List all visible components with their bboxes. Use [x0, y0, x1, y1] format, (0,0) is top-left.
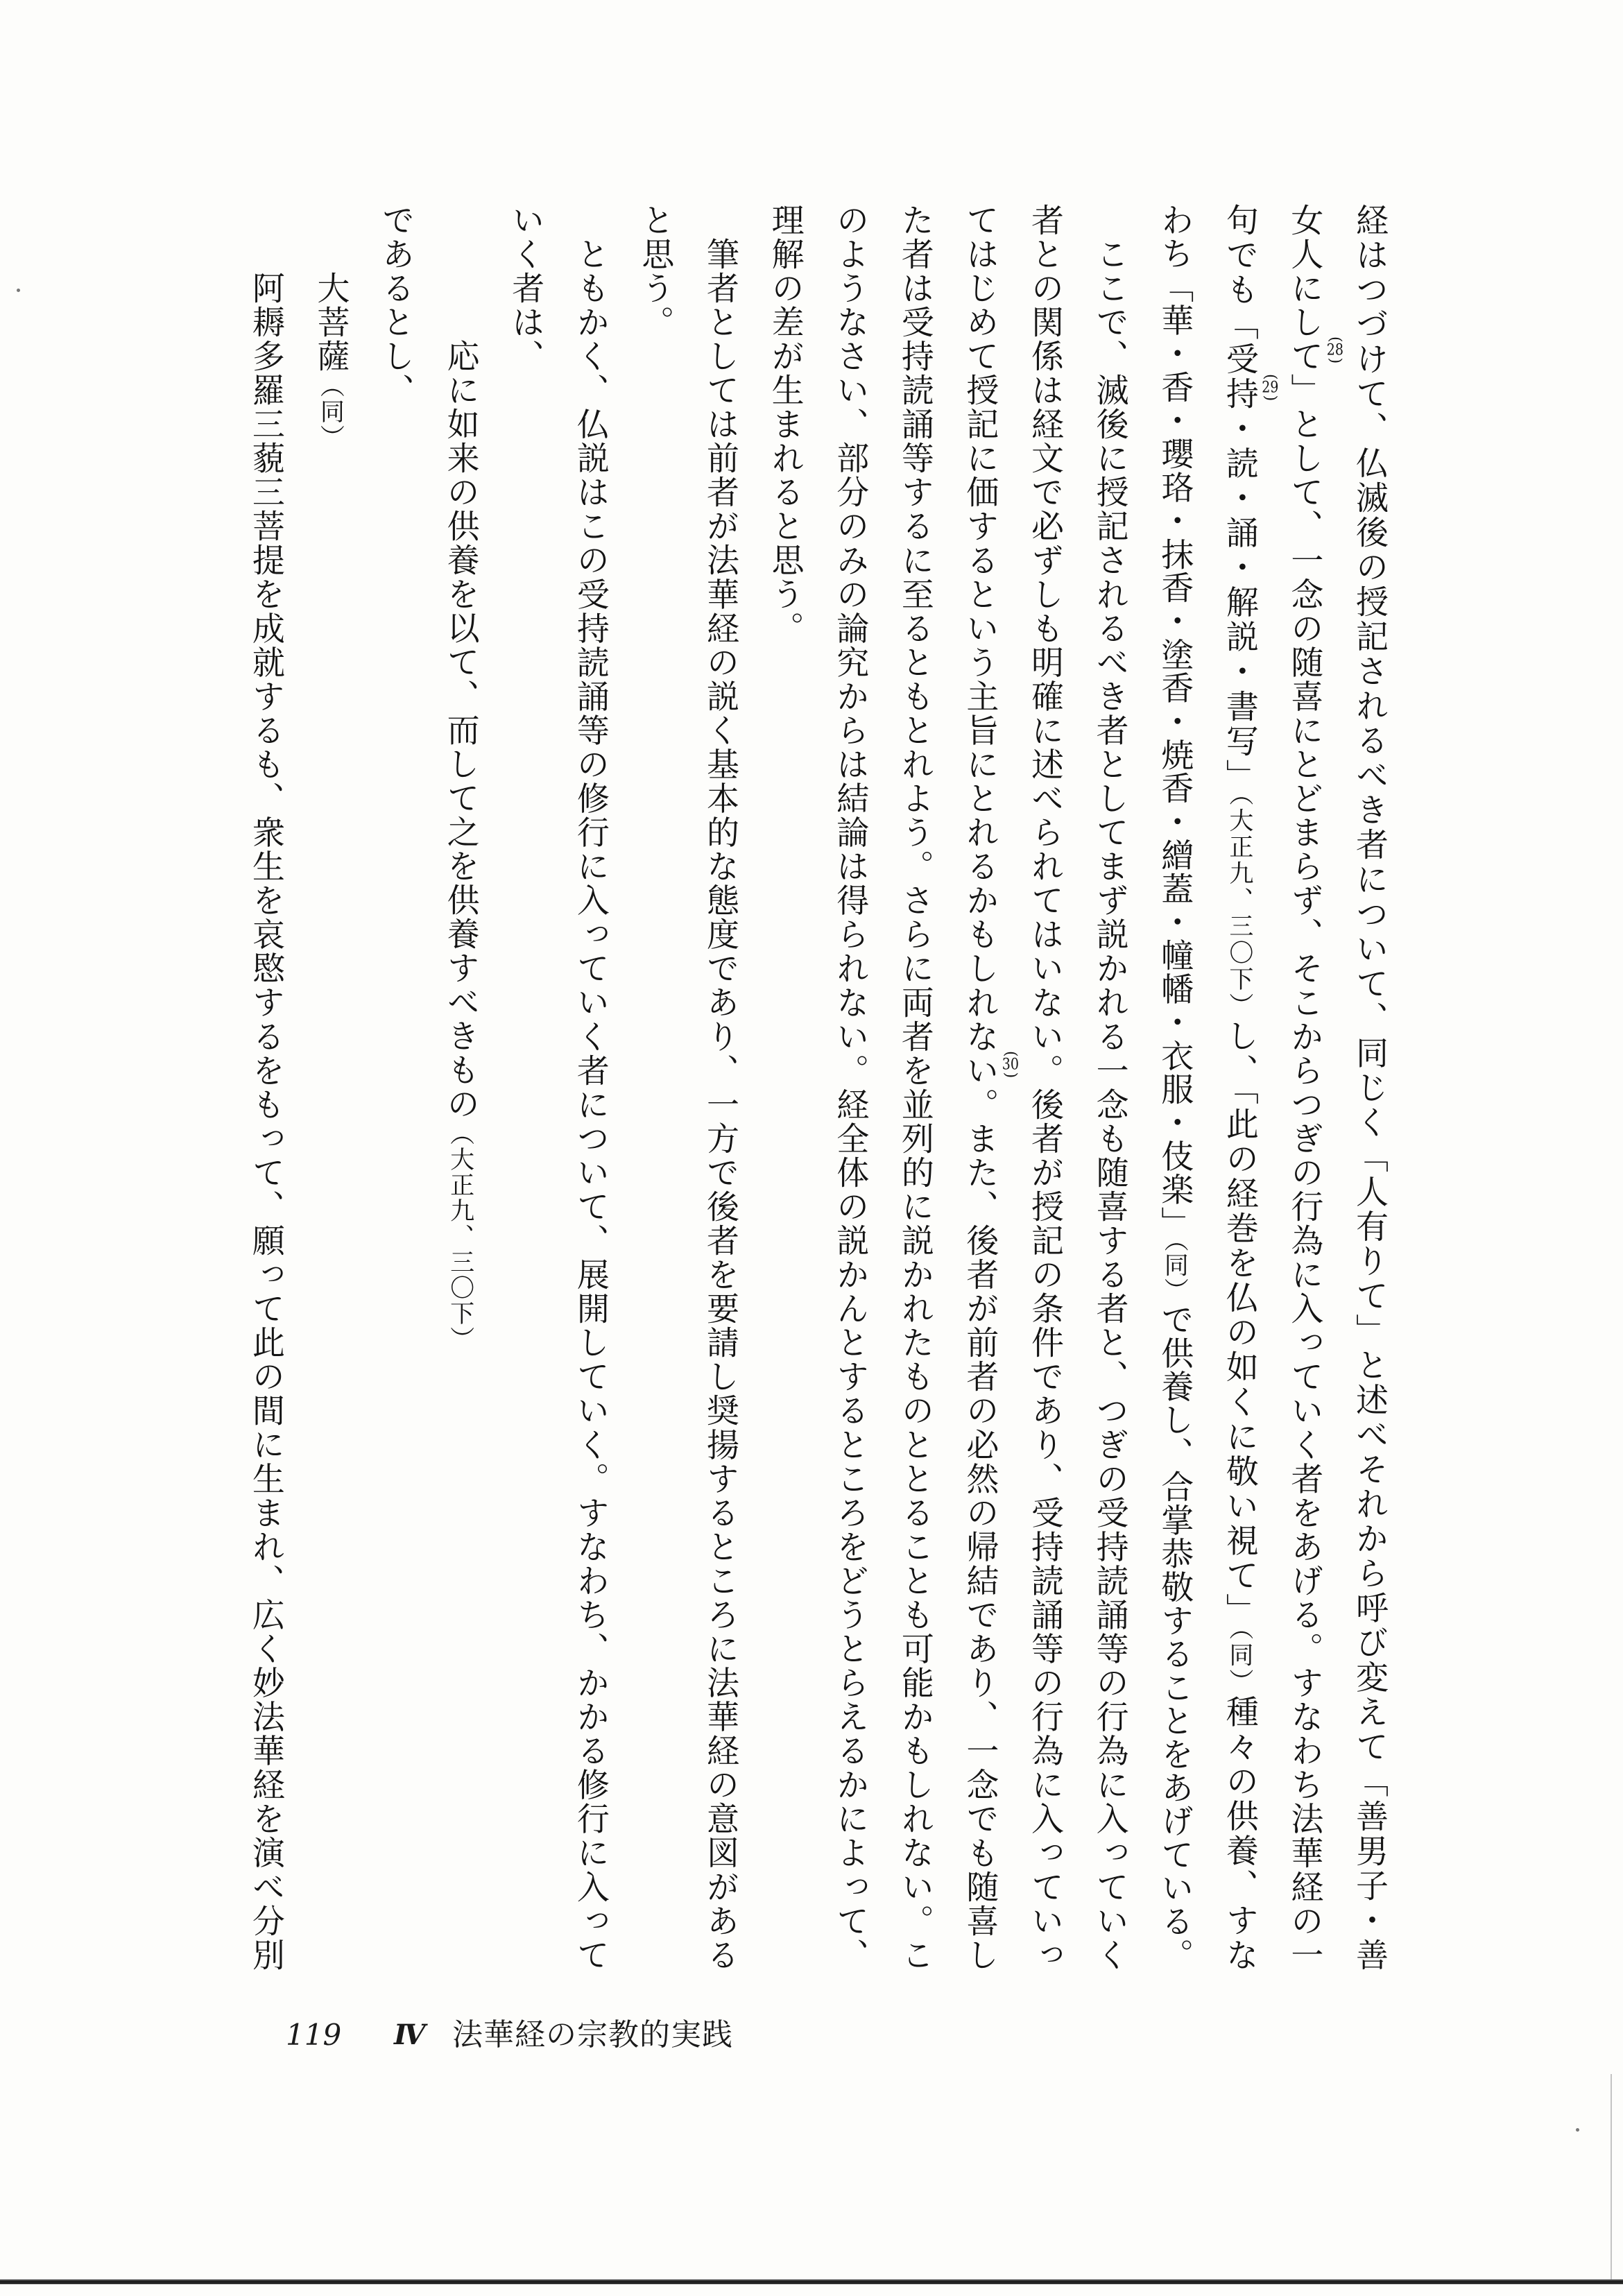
text-segment: 。また、後者が前者の必然の帰結であり、一念でも随喜し [961, 1088, 999, 1971]
text-segment: てはじめて授記に価するという主旨にとれるかもしれな [961, 203, 999, 1054]
text-segment: し、「此の経巻を仏の如くに敬い視て」 [1220, 1019, 1259, 1628]
quote-text: 応に如来の供養を以て、而して之を供養すべきもの [441, 339, 480, 1121]
running-title: 法華経の宗教的実践 [452, 2017, 733, 2053]
text-segment: わち「華・香・瓔珞・抹香・塗香・焼香・繒蓋・幢幡・衣服・伎楽」 [1156, 203, 1194, 1240]
text-column-13 [558, 203, 623, 1971]
text-segment: 種々の供養、すな [1220, 1695, 1259, 1971]
text-segment: ・読・誦・解説・書写」 [1220, 411, 1259, 794]
text-segment: た者は受持読誦等するに至るともとれよう。さらに両者を並列的に説かれたものととることも可能かもしれない。こ [895, 203, 934, 1971]
quote-column-15 [428, 203, 493, 1971]
quote-text: 大菩薩 [311, 271, 350, 373]
running-footer [0, 2016, 1623, 2057]
text-segment: 持 [1220, 377, 1259, 412]
text-column-06 [1012, 203, 1077, 1971]
note-ref-30: (30) [1002, 1050, 1020, 1079]
text-column-07 [947, 203, 1020, 1971]
text-column-09 [818, 203, 883, 1971]
text-segment: のようなさい、部分のみの論究からは結論は得られない。経全体の説かんとするところをどうとらえるかによって、 [831, 203, 870, 1971]
text-column-03 [1207, 203, 1279, 1971]
text-segment: と思う。 [636, 203, 675, 339]
scan-edge-line [1611, 2074, 1612, 2279]
text-segment: 」として、一念の随喜にとどまらず、そこからつぎの行為に入っていく者をあげる。すなわち法華経の一 [1285, 373, 1324, 1971]
text-segment: ともかく、仏説はこの受持読誦等の修行に入っていく者について、展開していく。すなわち、かかる修行に入って [571, 237, 610, 1971]
text-segment: ここで、滅後に授記されるべき者としてまず説かれる一念も随喜する者と、つぎの受持読誦等の行為に入っていく [1090, 237, 1129, 1971]
note-anchor [961, 1050, 1020, 1088]
text-column-04 [1142, 203, 1208, 1971]
page-number: 119 [286, 2018, 342, 2052]
text-segment: 者との関係は経文で必ずしも明確に述べられてはいない。後者が授記の条件であり、受持読誦等の行為に入っていっ [1026, 203, 1064, 1971]
citation: （同） [316, 373, 345, 450]
text-column-12 [623, 203, 688, 1971]
citation: （同） [1225, 1627, 1253, 1695]
text-segment: て [1285, 339, 1324, 374]
text-segment: であるとし、 [377, 203, 415, 407]
citation: （同） [1160, 1240, 1189, 1303]
quote-column-17 [298, 203, 363, 1971]
text-column-08 [882, 203, 947, 1971]
text-segment: 女人にし [1285, 203, 1324, 340]
page-bottom-rule [0, 2279, 1623, 2284]
scan-speck [17, 289, 20, 292]
note-anchor [1285, 336, 1344, 374]
text-column-02 [1272, 203, 1344, 1971]
note-ref-29: (29) [1261, 374, 1279, 402]
citation: （大正九、三〇下） [446, 1121, 474, 1352]
text-column-10 [753, 203, 818, 1971]
text-segment: 経はつづけて、仏滅後の授記されるべき者について、同じく「人有りて」と述べそれから呼び変えて「善男子・善 [1350, 203, 1389, 1971]
text-segment: 筆者としては前者が法華経の説く基本的な態度であり、一方で後者を要請し奨揚するところに法華経の意図がある [701, 237, 739, 1971]
note-anchor [1220, 374, 1279, 412]
part-number: Ⅳ [394, 2019, 426, 2051]
text-column-11 [687, 203, 753, 1971]
note-ref-28: (28) [1326, 336, 1344, 364]
text-column-16 [363, 203, 428, 1971]
text-column-05 [1077, 203, 1142, 1971]
text-column-01 [1337, 203, 1402, 1971]
citation: （大正九、三〇下） [1225, 794, 1253, 1020]
note-number: 28 [1326, 342, 1343, 358]
text-segment: いく者は、 [506, 203, 545, 373]
scan-speck [1576, 2128, 1579, 2132]
text-column-14 [493, 203, 558, 1971]
quote-text: 阿耨多羅三藐三菩提を成就するも、衆生を哀愍するをもって、願って此の間に生まれ、広く妙法華経を演べ分別 [246, 271, 285, 1971]
quote-column-18 [233, 203, 298, 1971]
text-segment: い [961, 1053, 999, 1088]
text-segment: 句でも「受 [1220, 203, 1259, 377]
note-number: 29 [1262, 379, 1279, 395]
note-number: 30 [1002, 1056, 1019, 1072]
text-segment: で供養し、合掌恭敬することをあげている。 [1156, 1303, 1194, 1971]
text-segment: 理解の差が生まれると思う。 [766, 203, 805, 645]
